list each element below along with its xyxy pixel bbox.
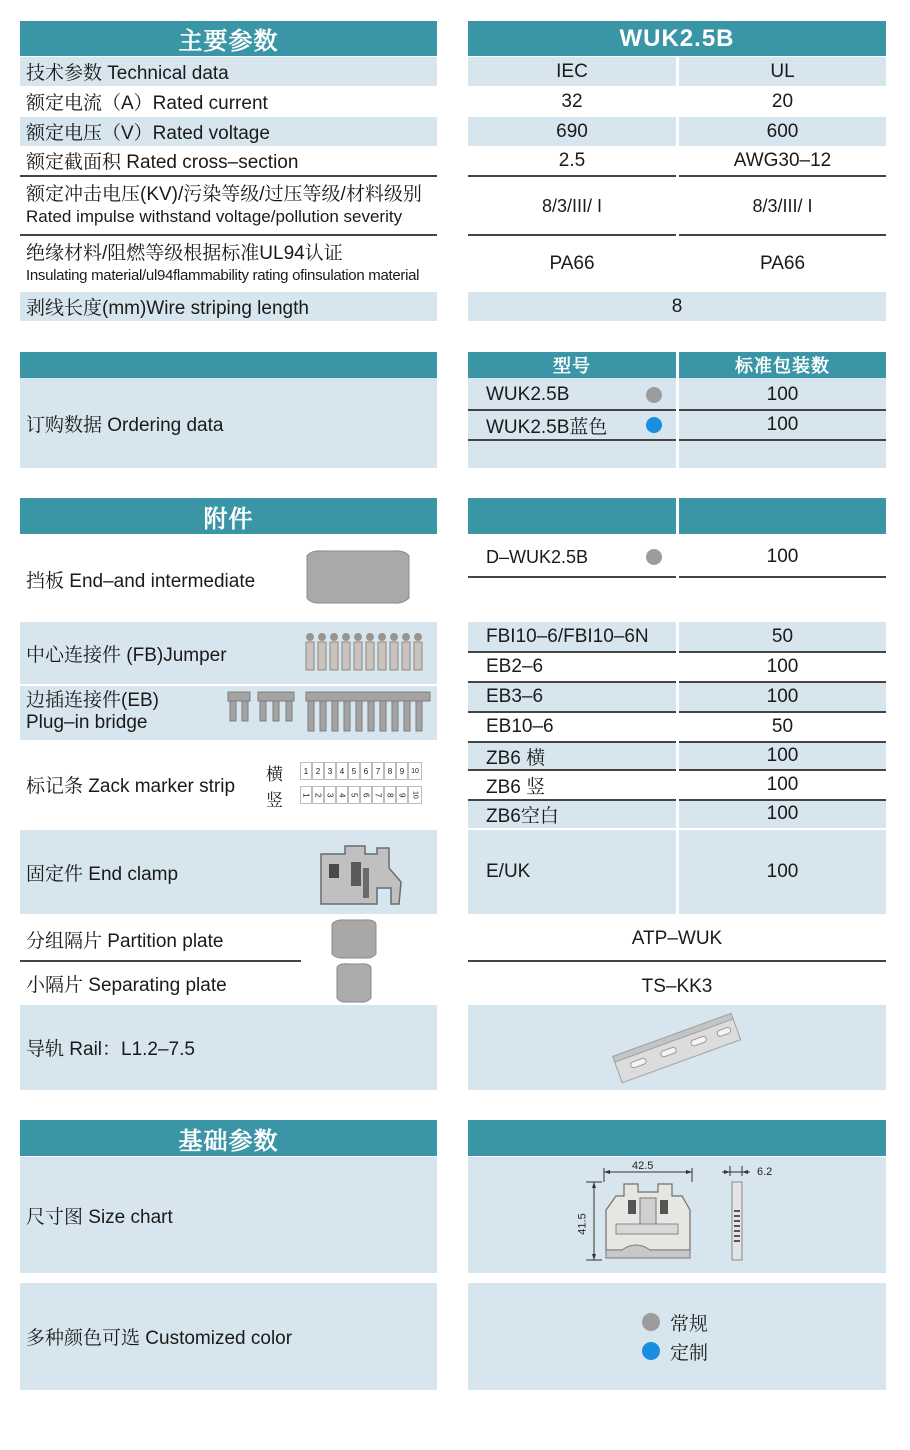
insulation-iec xyxy=(468,240,676,288)
end-plate-qty xyxy=(679,541,886,573)
divider xyxy=(679,409,886,411)
color-option-custom xyxy=(642,1338,708,1364)
partition-plate-image xyxy=(328,918,380,960)
part-row-model xyxy=(480,712,676,742)
ordering-item-1-model: WUK2.5B xyxy=(486,384,570,405)
end-clamp-qty xyxy=(679,830,886,914)
part-row-model xyxy=(480,742,676,770)
divider xyxy=(679,439,886,441)
rated-current-label-text: 额定电流（A）Rated current xyxy=(26,93,268,114)
insulation-ul xyxy=(679,240,886,288)
tech-data-label-text: 技术参数 Technical data xyxy=(26,63,229,84)
strip-length-value xyxy=(468,292,886,321)
insulation-iec-text: PA66 xyxy=(549,253,595,274)
ordering-label xyxy=(20,378,437,468)
insulation-label xyxy=(20,240,437,290)
divider xyxy=(468,175,676,177)
part-qty-text: 100 xyxy=(766,745,799,766)
impulse-label-en: Rated impulse withstand voltage/pollution severity xyxy=(26,207,403,226)
marker-strip-horizontal xyxy=(300,762,422,780)
basic-params-header-text: 基础参数 xyxy=(178,1127,279,1155)
tech-data-label xyxy=(20,57,437,86)
ordering-header-bar xyxy=(20,352,437,378)
model-header xyxy=(468,21,886,56)
rated-current-iec-text: 32 xyxy=(561,90,583,112)
accessories-col2-header xyxy=(679,498,886,534)
color-option-standard xyxy=(642,1309,708,1335)
jumper-label-text: 中心连接件 (FB)Jumper xyxy=(26,644,227,666)
cross-section-label xyxy=(20,147,437,174)
divider xyxy=(468,960,886,962)
part-row-model xyxy=(480,682,676,712)
ul-header-text: UL xyxy=(770,60,795,82)
col-model-header-text: 型号 xyxy=(553,356,591,376)
divider xyxy=(20,960,301,962)
marker-number: 6 xyxy=(360,786,372,804)
rated-voltage-ul xyxy=(679,117,886,146)
col-pack-header-text: 标准包装数 xyxy=(735,356,830,376)
iec-header-text: IEC xyxy=(556,60,588,82)
marker-number: 4 xyxy=(336,762,348,780)
rated-current-iec xyxy=(468,87,676,116)
color-option-custom-text: 定制 xyxy=(670,1342,709,1364)
part-model-text: ZB6空白 xyxy=(486,805,559,827)
end-clamp-model-text: E/UK xyxy=(486,861,531,882)
iec-header xyxy=(468,57,676,86)
end-clamp-model xyxy=(468,830,676,914)
part-qty-text: 50 xyxy=(771,626,794,647)
block-separator xyxy=(20,684,437,686)
marker-number: 10 xyxy=(408,762,422,780)
marker-number: 7 xyxy=(372,762,384,780)
rated-current-label xyxy=(20,87,437,116)
basic-params-right-header xyxy=(468,1120,886,1156)
plug-bridge-label xyxy=(20,687,220,737)
custom-color-label xyxy=(20,1283,437,1390)
main-params-header-text: 主要参数 xyxy=(178,28,279,55)
strip-length-label xyxy=(20,292,437,321)
jumper-image xyxy=(302,630,424,672)
marker-number: 8 xyxy=(384,786,396,804)
part-qty-text: 50 xyxy=(771,716,794,737)
impulse-label-cn: 额定冲击电压(KV)/污染等级/过压等级/材料级别 xyxy=(26,184,422,205)
separating-plate-value-text: TS–KK3 xyxy=(641,976,713,997)
accessories-header xyxy=(20,498,437,534)
end-plate-model xyxy=(480,541,676,573)
insulation-label-en: Insulating material/ul94flammability rating ofinsulation material xyxy=(26,267,420,284)
marker-horizontal-label xyxy=(266,760,283,785)
strip-length-value-text: 8 xyxy=(671,295,683,317)
rated-current-ul-text: 20 xyxy=(771,90,794,112)
marker-number: 6 xyxy=(360,762,372,780)
custom-color-label-text: 多种颜色可选 Customized color xyxy=(26,1328,293,1349)
size-height-text: 41.5 xyxy=(576,1213,589,1235)
cross-section-iec xyxy=(468,147,676,174)
end-plate-label xyxy=(20,545,300,613)
ordering-item-1-qty xyxy=(679,382,886,408)
marker-vertical-text: 竖 xyxy=(266,791,283,810)
divider xyxy=(20,234,437,236)
end-plate-model-text: D–WUK2.5B xyxy=(486,546,589,567)
gray-color-dot-icon xyxy=(646,387,662,403)
rated-voltage-ul-text: 600 xyxy=(766,120,799,142)
rail-label-text: 导轨 Rail：L1.2–7.5 xyxy=(26,1039,195,1060)
end-plate-label-text: 挡板 End–and intermediate xyxy=(26,570,256,592)
size-width-text: 42.5 xyxy=(632,1160,654,1172)
marker-number: 3 xyxy=(324,762,336,780)
part-row-model xyxy=(480,652,676,682)
part-model-text: EB3–6 xyxy=(486,686,544,707)
marker-number: 10 xyxy=(408,786,422,804)
din-rail-image xyxy=(612,1012,742,1086)
gray-color-dot-icon xyxy=(646,549,662,565)
ul-header xyxy=(679,57,886,86)
size-width-value xyxy=(632,1160,653,1172)
size-height-value xyxy=(577,1213,589,1234)
rated-voltage-label-text: 额定电压（V）Rated voltage xyxy=(26,123,270,144)
marker-number: 8 xyxy=(384,762,396,780)
col-model-header xyxy=(468,352,676,378)
model-header-text: WUK2.5B xyxy=(619,24,735,52)
marker-strip-label xyxy=(20,758,260,810)
marker-number: 2 xyxy=(312,786,324,804)
ordering-item-2-model: WUK2.5B蓝色 xyxy=(486,416,608,438)
part-model-text: FBI10–6/FBI10–6N xyxy=(486,626,649,647)
impulse-label xyxy=(20,180,437,232)
part-model-text: ZB6 竖 xyxy=(486,776,546,798)
blue-color-dot-icon xyxy=(646,417,662,433)
part-model-text: ZB6 横 xyxy=(486,747,546,769)
rated-voltage-iec xyxy=(468,117,676,146)
part-row-qty xyxy=(679,712,886,742)
size-chart-label xyxy=(20,1157,437,1273)
blue-color-dot-icon xyxy=(642,1342,660,1360)
size-thickness-value xyxy=(757,1166,772,1178)
marker-number: 4 xyxy=(336,786,348,804)
marker-number: 7 xyxy=(372,786,384,804)
impulse-ul xyxy=(679,180,886,232)
divider xyxy=(468,576,676,578)
part-row-qty xyxy=(679,800,886,828)
strip-length-label-text: 剥线长度(mm)Wire striping length xyxy=(26,298,309,319)
part-qty-text: 100 xyxy=(766,656,799,677)
divider xyxy=(679,175,886,177)
partition-plate-label xyxy=(20,922,300,956)
ordering-item-2-qty xyxy=(679,412,886,438)
marker-horizontal-text: 横 xyxy=(266,765,283,784)
divider xyxy=(679,576,886,578)
size-thickness-text: 6.2 xyxy=(757,1166,773,1178)
part-row-qty xyxy=(679,682,886,712)
marker-number: 9 xyxy=(396,762,408,780)
part-row-qty xyxy=(679,771,886,799)
part-row-qty xyxy=(679,622,886,652)
part-row-qty xyxy=(679,652,886,682)
col-pack-header xyxy=(679,352,886,378)
cross-section-label-text: 额定截面积 Rated cross–section xyxy=(26,152,299,173)
rail-label xyxy=(20,1005,437,1090)
basic-params-header xyxy=(20,1120,437,1156)
impulse-ul-text: 8/3/III/ I xyxy=(752,195,813,216)
partition-plate-value xyxy=(468,922,886,956)
separating-plate-label xyxy=(20,966,300,1000)
jumper-label xyxy=(20,632,300,674)
part-qty-text: 100 xyxy=(766,774,799,795)
cross-section-iec-text: 2.5 xyxy=(558,149,586,171)
accessories-col1-header xyxy=(468,498,676,534)
marker-number: 3 xyxy=(324,786,336,804)
part-model-text: EB2–6 xyxy=(486,656,544,677)
part-model-text: EB10–6 xyxy=(486,716,554,737)
ordering-item-2 xyxy=(480,412,676,438)
end-clamp-qty-text: 100 xyxy=(766,861,799,882)
ordering-label-text: 订购数据 Ordering data xyxy=(26,414,224,436)
accessories-header-text: 附件 xyxy=(203,505,254,533)
plug-bridge-label-line1: 边插连接件(EB) xyxy=(26,690,160,711)
part-qty-text: 100 xyxy=(766,686,799,707)
marker-number: 9 xyxy=(396,786,408,804)
plug-bridge-label-line2: Plug–in bridge xyxy=(26,712,148,733)
ordering-item-1 xyxy=(480,382,676,408)
marker-vertical-label xyxy=(266,786,283,811)
part-row-model xyxy=(480,771,676,799)
marker-strip-vertical xyxy=(300,786,422,804)
part-qty-text: 100 xyxy=(766,803,799,824)
marker-strip-label-text: 标记条 Zack marker strip xyxy=(26,775,236,797)
rated-voltage-label xyxy=(20,117,437,146)
partition-plate-label-text: 分组隔片 Partition plate xyxy=(26,930,224,952)
divider xyxy=(20,175,437,177)
plug-bridge-image xyxy=(226,690,434,736)
end-clamp-label-text: 固定件 End clamp xyxy=(26,863,179,885)
marker-number: 5 xyxy=(348,786,360,804)
ordering-item-1-qty-text: 100 xyxy=(766,384,799,405)
part-row-model xyxy=(480,800,676,828)
divider xyxy=(679,234,886,236)
marker-number: 5 xyxy=(348,762,360,780)
custom-color-cell xyxy=(468,1283,886,1390)
gray-color-dot-icon xyxy=(642,1313,660,1331)
impulse-iec xyxy=(468,180,676,232)
end-plate-image xyxy=(303,548,413,606)
insulation-label-cn: 绝缘材料/阻燃等级根据标准UL94认证 xyxy=(26,243,343,264)
marker-number: 2 xyxy=(312,762,324,780)
marker-number: 1 xyxy=(300,786,312,804)
separating-plate-value xyxy=(468,970,886,1004)
marker-number: 1 xyxy=(300,762,312,780)
end-clamp-image xyxy=(315,838,411,910)
size-chart-label-text: 尺寸图 Size chart xyxy=(26,1206,173,1228)
separating-plate-label-text: 小隔片 Separating plate xyxy=(26,974,227,996)
separating-plate-image xyxy=(334,962,374,1004)
end-plate-qty-text: 100 xyxy=(766,546,799,567)
cross-section-ul xyxy=(679,147,886,174)
partition-plate-value-text: ATP–WUK xyxy=(631,928,723,949)
divider xyxy=(468,409,676,411)
insulation-ul-text: PA66 xyxy=(759,253,806,274)
main-params-header xyxy=(20,21,437,56)
divider xyxy=(468,439,676,441)
part-row-model xyxy=(480,622,676,652)
rated-current-ul xyxy=(679,87,886,116)
part-row-qty xyxy=(679,742,886,770)
divider xyxy=(468,234,676,236)
cross-section-ul-text: AWG30–12 xyxy=(733,149,832,171)
rated-voltage-iec-text: 690 xyxy=(556,120,588,142)
color-option-standard-text: 常规 xyxy=(670,1313,709,1335)
ordering-item-2-qty-text: 100 xyxy=(766,414,799,435)
impulse-iec-text: 8/3/III/ I xyxy=(541,195,603,216)
size-chart-drawing xyxy=(576,1160,786,1270)
